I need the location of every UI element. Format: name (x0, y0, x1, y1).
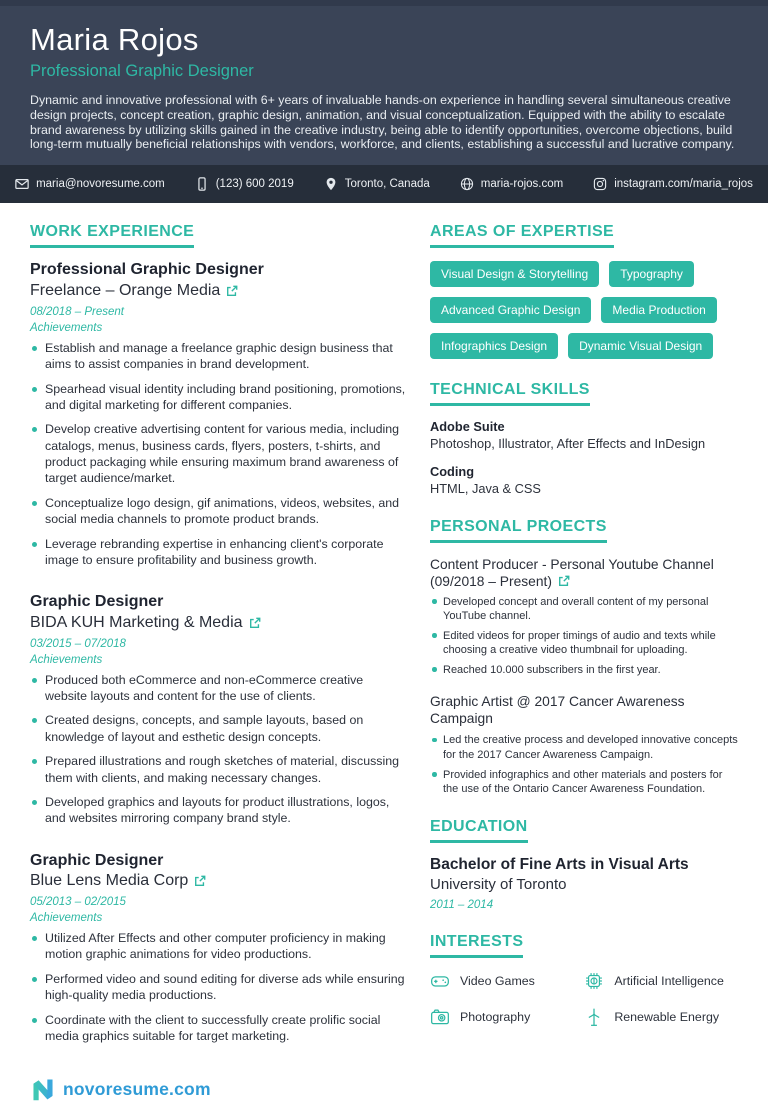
expertise-heading: AREAS OF EXPERTISE (430, 223, 614, 248)
job-company-name: Blue Lens Media Corp (30, 872, 189, 890)
job-achievements-list (30, 930, 408, 1044)
contact-phone[interactable] (195, 177, 294, 191)
achievement-item: Conceptualize logo design, gif animations, videos, websites, and social media channels to promote product brands. (30, 495, 408, 528)
brand-text: novoresume.com (63, 1078, 211, 1099)
interest-video-games (430, 971, 576, 991)
contact-phone-text: (123) 600 2019 (215, 178, 294, 191)
expertise-tag: Visual Design & Storytelling (430, 261, 599, 287)
project-bullet: Developed concept and overall content of my personal YouTube channel. (430, 595, 738, 623)
skill-group-items: Photoshop, Illustrator, After Effects and InDesign (430, 436, 706, 452)
job-achievements-list (30, 340, 408, 569)
achievement-item: Prepared illustrations and rough sketches of material, discussing them with clients, and making necessary changes. (30, 753, 408, 786)
education-section (430, 818, 738, 911)
header (0, 6, 768, 165)
personal-projects-section (430, 518, 738, 795)
chip-icon (584, 971, 604, 991)
skill-group-name: Adobe Suite (430, 419, 505, 435)
project-subtitle (430, 574, 738, 589)
contact-email[interactable] (15, 177, 165, 191)
interest-label: Artificial Intelligence (614, 973, 724, 988)
job-achievements-list (30, 672, 408, 827)
map-pin-icon (324, 177, 338, 191)
phone-icon (195, 177, 209, 191)
achievements-label: Achievements (30, 912, 103, 925)
achievement-item: Created designs, concepts, and sample layouts, based on knowledge of layout and esthetic design concepts. (30, 712, 408, 745)
project-bullet: Provided infographics and other materials and posters for the use of the Ontario Cancer Awareness Foundation. (430, 768, 738, 796)
skill-group (430, 419, 738, 451)
contact-location (324, 177, 430, 191)
skill-group-name: Coding (430, 464, 475, 480)
interests-heading: INTERESTS (430, 933, 523, 958)
job-entry-1 (30, 261, 408, 568)
education-school: University of Toronto (430, 875, 567, 893)
contact-email-text: maria@novoresume.com (36, 178, 165, 191)
camera-icon (430, 1007, 450, 1027)
education-heading: EDUCATION (430, 818, 528, 843)
job-dates: 05/2013 – 02/2015 (30, 896, 126, 909)
expertise-tags (430, 261, 738, 359)
job-company (30, 614, 408, 632)
contact-bar (0, 165, 768, 203)
right-column (430, 223, 738, 1102)
project-entry-2 (430, 693, 738, 796)
achievements-label: Achievements (30, 653, 103, 666)
education-degree: Bachelor of Fine Arts in Visual Arts (430, 855, 689, 873)
work-experience-heading: WORK EXPERIENCE (30, 223, 194, 248)
novoresume-logo[interactable] (30, 1076, 408, 1102)
expertise-tag: Infographics Design (430, 333, 558, 359)
skill-group-items: HTML, Java & CSS (430, 481, 541, 497)
project-bullet: Led the creative process and developed innovative concepts for the 2017 Cancer Awareness Campaign. (430, 733, 738, 761)
expertise-tag: Typography (609, 261, 694, 287)
job-dates: 03/2015 – 07/2018 (30, 637, 126, 650)
external-link-icon[interactable] (249, 617, 261, 629)
person-name: Maria Rojos (30, 22, 199, 57)
education-dates: 2011 – 2014 (430, 898, 494, 911)
interest-label: Video Games (460, 973, 535, 988)
instagram-icon (593, 177, 607, 191)
contact-website-text: maria-rojos.com (480, 178, 564, 191)
personal-projects-heading: PERSONAL PROECTS (430, 518, 607, 543)
interest-photography (430, 1007, 576, 1027)
project-bullets (430, 595, 738, 677)
profile-summary: Dynamic and innovative professional with 6+ years of invaluable hands-on experience in handling several simultaneous creative design projects, concept creation, graphic design, animation, and visual conceptualization. Equipped with the ability to escalate brand awareness by utilizing skills gained in the creative industry, being able to identify opportunities, overcome objections, build long-term mutually beneficial relationships with vendors, workforce, and clients, establishing a successful and lucrative company. (30, 92, 735, 152)
job-company-name: BIDA KUH Marketing & Media (30, 613, 243, 631)
achievements-label: Achievements (30, 321, 103, 334)
job-title: Graphic Designer (30, 593, 164, 611)
expertise-tag: Dynamic Visual Design (568, 333, 713, 359)
wind-turbine-icon (584, 1007, 604, 1027)
external-link-icon[interactable] (194, 875, 206, 887)
job-company (30, 872, 408, 890)
job-company-name: Freelance – Orange Media (30, 281, 221, 299)
person-job-title: Professional Graphic Designer (30, 61, 254, 80)
contact-instagram-text: instagram.com/maria_rojos (614, 178, 753, 191)
interest-artificial-intelligence (584, 971, 738, 991)
project-entry-1 (430, 556, 738, 677)
email-icon (15, 177, 29, 191)
gamepad-icon (430, 971, 450, 991)
achievement-item: Develop creative advertising content for various media, including catalogs, menus, business cards, flyers, posters, t-shirts, and product packaging while ensuring maximum brand awareness of target audience/market. (30, 421, 408, 487)
contact-location-text: Toronto, Canada (344, 178, 430, 191)
project-title: Graphic Artist @ 2017 Cancer Awareness Campaign (430, 693, 685, 727)
job-company (30, 282, 408, 300)
project-bullets (430, 733, 738, 795)
job-title: Graphic Designer (30, 851, 164, 869)
project-dates: (09/2018 – Present) (430, 573, 552, 589)
expertise-section (430, 223, 738, 359)
contact-website[interactable] (460, 177, 563, 191)
achievement-item: Utilized After Effects and other computer proficiency in making motion graphic animations for video productions. (30, 930, 408, 963)
interests-section (430, 933, 738, 1027)
interest-label: Photography (460, 1009, 531, 1024)
achievement-item: Coordinate with the client to successfully create prolific social media graphics suitable for target marketing. (30, 1012, 408, 1045)
achievement-item: Developed graphics and layouts for product illustrations, logos, and websites mirroring company brand style. (30, 794, 408, 827)
interests-grid (430, 971, 738, 1027)
job-title: Professional Graphic Designer (30, 261, 264, 279)
technical-skills-section (430, 381, 738, 496)
job-entry-2 (30, 593, 408, 826)
achievement-item: Leverage rebranding expertise in enhancing client's corporate image to ensure profitability and business growth. (30, 536, 408, 569)
resume-body (0, 203, 768, 1102)
project-bullet: Edited videos for proper timings of audio and texts while choosing a creative video thumbnail for uploading. (430, 629, 738, 657)
interest-label: Renewable Energy (614, 1009, 720, 1024)
technical-skills-heading: TECHNICAL SKILLS (430, 381, 590, 406)
expertise-tag: Advanced Graphic Design (430, 297, 591, 323)
achievement-item: Establish and manage a freelance graphic design business that aims to assist companies in brand development. (30, 340, 408, 373)
external-link-icon[interactable] (558, 575, 570, 587)
external-link-icon[interactable] (226, 285, 238, 297)
achievement-item: Spearhead visual identity including brand positioning, promotions, and digital marketing for different companies. (30, 381, 408, 414)
project-bullet: Reached 10.000 subscribers in the first year. (430, 663, 738, 677)
contact-instagram[interactable] (593, 177, 753, 191)
interest-renewable-energy (584, 1007, 738, 1027)
expertise-tag: Media Production (601, 297, 716, 323)
achievement-item: Performed video and sound editing for diverse ads while ensuring high-quality media productions. (30, 971, 408, 1004)
globe-icon (460, 177, 474, 191)
left-column (30, 223, 408, 1102)
job-dates: 08/2018 – Present (30, 305, 124, 318)
skill-group (430, 464, 738, 496)
job-entry-3 (30, 852, 408, 1045)
project-title: Content Producer - Personal Youtube Channel (430, 557, 714, 573)
novoresume-n-icon (30, 1076, 56, 1102)
achievement-item: Produced both eCommerce and non-eCommerce creative website layouts and content for the use of clients. (30, 672, 408, 705)
